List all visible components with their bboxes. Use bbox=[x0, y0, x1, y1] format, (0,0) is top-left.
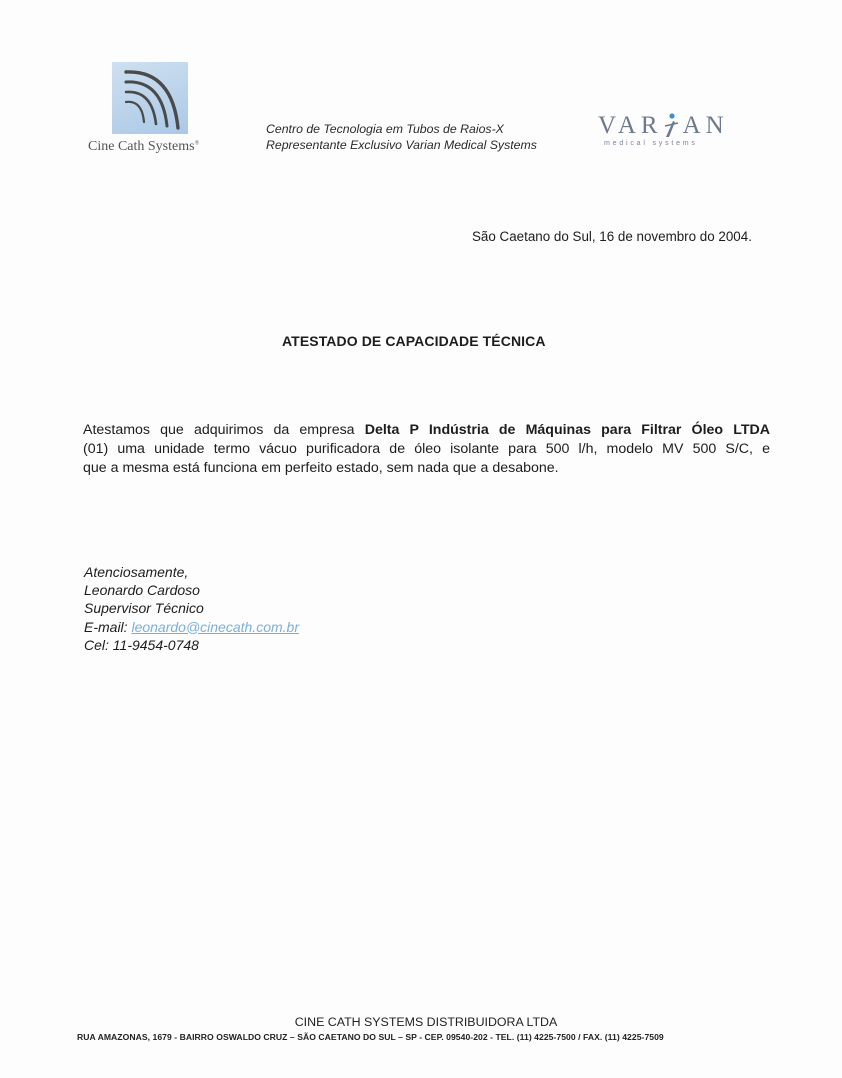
email-label: E-mail: bbox=[84, 618, 132, 635]
signature-block bbox=[84, 563, 299, 654]
varian-figure-icon bbox=[661, 112, 681, 140]
varian-word-right: AN bbox=[682, 112, 729, 139]
email-link[interactable]: leonardo@cinecath.com.br bbox=[131, 618, 299, 635]
signer-name: Leonardo Cardoso bbox=[84, 582, 200, 599]
closing: Atenciosamente, bbox=[84, 564, 189, 580]
varian-logo bbox=[598, 112, 728, 152]
varian-word-left: VAR bbox=[598, 112, 663, 139]
cine-cath-logo-name bbox=[88, 139, 199, 155]
body-line-1-prefix: Atestamos que adquirimos da empresa bbox=[83, 422, 365, 438]
email-line bbox=[84, 618, 299, 636]
body-line-1 bbox=[83, 421, 770, 440]
phone-line: Cel: 11-9454-0748 bbox=[84, 636, 199, 653]
body-line-3: que a mesma está funciona em perfeito estado, sem nada que a desabone. bbox=[83, 460, 559, 476]
header-tagline bbox=[266, 121, 537, 153]
body-line-2: (01) uma unidade termo vácuo purificadora de óleo isolante para 500 l/h, modelo MV 500 S/C, e bbox=[83, 441, 770, 457]
header-tagline-line1: Centro de Tecnologia em Tubos de Raios-X bbox=[266, 122, 504, 136]
company-name: Delta P Indústria de Máquinas para Filtrar Óleo LTDA bbox=[364, 422, 770, 438]
cine-cath-logo-mark bbox=[112, 62, 188, 134]
cine-cath-name-text: Cine Cath Systems bbox=[88, 139, 195, 154]
cine-cath-logo bbox=[82, 62, 222, 158]
footer-company: CINE CATH SYSTEMS DISTRIBUIDORA LTDA bbox=[294, 1015, 558, 1029]
document-title: ATESTADO DE CAPACIDADE TÉCNICA bbox=[282, 333, 546, 349]
body-paragraph bbox=[83, 421, 770, 478]
varian-logo-tagline: medical systems bbox=[604, 140, 698, 147]
footer-address: RUA AMAZONAS, 1679 - BAIRRO OSWALDO CRUZ – SÃO CAETANO DO SUL – SP - CEP. 09540-202 - TEL. (11) 4225-7500 / FAX. (11) 4225-7509 bbox=[77, 1032, 664, 1042]
cine-cath-arcs-icon bbox=[112, 62, 188, 134]
date-line: São Caetano do Sul, 16 de novembro do 2004. bbox=[472, 229, 752, 244]
registered-mark: ® bbox=[194, 140, 200, 147]
header-tagline-line2: Representante Exclusivo Varian Medical Systems bbox=[266, 138, 537, 152]
signer-role: Supervisor Técnico bbox=[84, 600, 204, 617]
